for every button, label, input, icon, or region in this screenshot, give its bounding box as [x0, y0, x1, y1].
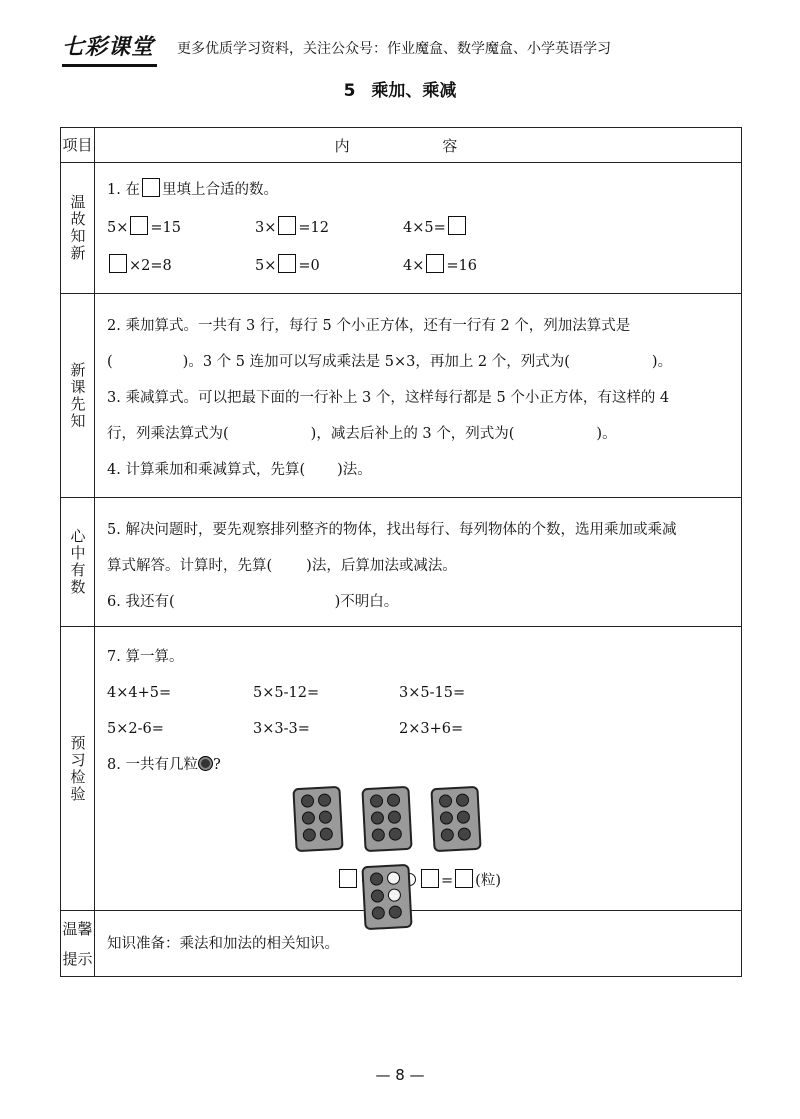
q5-end: )法，后算加法或减法。 — [306, 558, 457, 574]
q8-qmark: ? — [212, 757, 221, 773]
q3-line1: 3. 乘减算式。可以把最下面的一行补上 3 个，这样每行都是 5 个小正方体，有这样的 4 — [107, 390, 670, 406]
q1-row1 — [107, 209, 731, 247]
q4 — [107, 452, 731, 488]
q3-line2 — [107, 416, 731, 452]
ball-icon — [198, 756, 213, 771]
q5-line1: 5. 解决问题时，要先观察排列整齐的物体，找出每行、每列物体的个数，选用乘加或乘减 — [107, 522, 677, 538]
q1-item-b: =12 — [298, 220, 329, 236]
q2-line2 — [107, 344, 731, 380]
q7-expr: 3×5-15= — [399, 685, 466, 701]
q2-end: )。 — [651, 354, 673, 370]
section-new — [61, 294, 742, 498]
q7-expr: 5×5-12= — [253, 685, 320, 701]
answer-box[interactable] — [109, 254, 127, 273]
answer-box[interactable] — [130, 216, 148, 235]
q4-end: )法。 — [337, 462, 372, 478]
section-label-check: 预习检验 — [61, 627, 95, 911]
q7-expr: 4×4+5= — [107, 685, 172, 701]
q6-start: 6. 我还有( — [107, 594, 175, 610]
egg-tray-icon — [361, 864, 412, 930]
q8-title — [107, 747, 731, 783]
tip-label-line1: 温馨 — [62, 919, 93, 938]
answer-box[interactable] — [426, 254, 444, 273]
q5-line2 — [107, 548, 731, 584]
section-label-new: 新课先知 — [61, 294, 95, 498]
q1-item-b: =15 — [150, 220, 181, 236]
section-label-review: 温故知新 — [61, 163, 95, 294]
q1-suffix: 里填上合适的数。 — [161, 182, 278, 198]
q3-mid: )，减去后补上的 3 个，列式为( — [310, 426, 515, 442]
answer-box[interactable] — [142, 178, 160, 197]
q3-end: )。 — [596, 426, 617, 442]
q2-paren-open: ( — [107, 354, 113, 370]
q1-item-a: 5× — [107, 220, 129, 236]
q4-start: 4. 计算乘加和乘减算式，先算( — [107, 462, 306, 478]
q7-title: 7. 算一算。 — [107, 649, 184, 665]
q2-mid: )。3 个 5 连加可以写成乘法是 5×3，再加上 2 个，列式为( — [182, 354, 570, 370]
section-mind — [61, 498, 742, 627]
q3-start: 行，列乘法算式为( — [107, 426, 229, 442]
q7-expr: 5×2-6= — [107, 721, 164, 737]
q1-item-b: =0 — [298, 258, 320, 274]
header-item: 项目 — [61, 128, 95, 163]
answer-box[interactable] — [455, 869, 473, 888]
lesson-title: 乘加、乘减 — [371, 81, 457, 101]
q1-item-a: 4×5= — [403, 220, 446, 236]
unit-label: (粒) — [475, 873, 501, 889]
q2-line1: 2. 乘加算式。一共有 3 行，每行 5 个小正方体，还有一行有 2 个，列加法算式是 — [107, 318, 631, 334]
q6-end: )不明白。 — [334, 594, 399, 610]
q1-item-b: =16 — [446, 258, 477, 274]
page-header — [62, 30, 752, 70]
section-label-mind: 心中有数 — [61, 498, 95, 627]
page-number: — 8 — — [375, 1066, 425, 1084]
egg-tray-icon — [361, 786, 412, 852]
q7-row1 — [107, 675, 731, 711]
logo-underline — [62, 64, 157, 67]
section-review — [61, 163, 742, 294]
section-label-tip — [61, 911, 95, 977]
q1-item-a: 5× — [255, 258, 277, 274]
q1-item-b: ×2=8 — [129, 258, 172, 274]
q1-item-a: 3× — [255, 220, 277, 236]
worksheet-table — [60, 127, 742, 977]
q6 — [107, 584, 731, 620]
table-header-row — [61, 128, 742, 163]
answer-box[interactable] — [421, 869, 439, 888]
answer-box[interactable] — [278, 254, 296, 273]
page-title — [0, 76, 800, 101]
q1-item-a: 4× — [403, 258, 425, 274]
logo: 七彩课堂 — [62, 35, 155, 60]
q8-title-text: 8. 一共有几粒 — [107, 757, 198, 773]
egg-tray-icon — [293, 786, 344, 852]
q7-expr: 3×3-3= — [253, 721, 310, 737]
tip-text: 知识准备：乘法和加法的相关知识。 — [107, 935, 339, 952]
section-check — [61, 627, 742, 911]
answer-box[interactable] — [448, 216, 466, 235]
tray-group — [257, 787, 517, 857]
egg-tray-icon — [430, 786, 481, 852]
answer-box[interactable] — [278, 216, 296, 235]
q1-prompt — [107, 171, 731, 209]
header-note: 更多优质学习资料，关注公众号：作业魔盒、数学魔盒、小学英语学习 — [177, 41, 611, 57]
q7-row2 — [107, 711, 731, 747]
header-content: 内 容 — [95, 128, 742, 163]
lesson-number: 5 — [343, 81, 356, 101]
q1-row2 — [107, 247, 731, 285]
answer-box[interactable] — [339, 869, 357, 888]
q5-start: 算式解答。计算时，先算( — [107, 558, 273, 574]
q7-expr: 2×3+6= — [399, 721, 464, 737]
q1-prefix: 1. 在 — [107, 182, 140, 198]
tip-label-line2: 提示 — [62, 949, 93, 968]
equals-sign: = — [441, 873, 454, 889]
